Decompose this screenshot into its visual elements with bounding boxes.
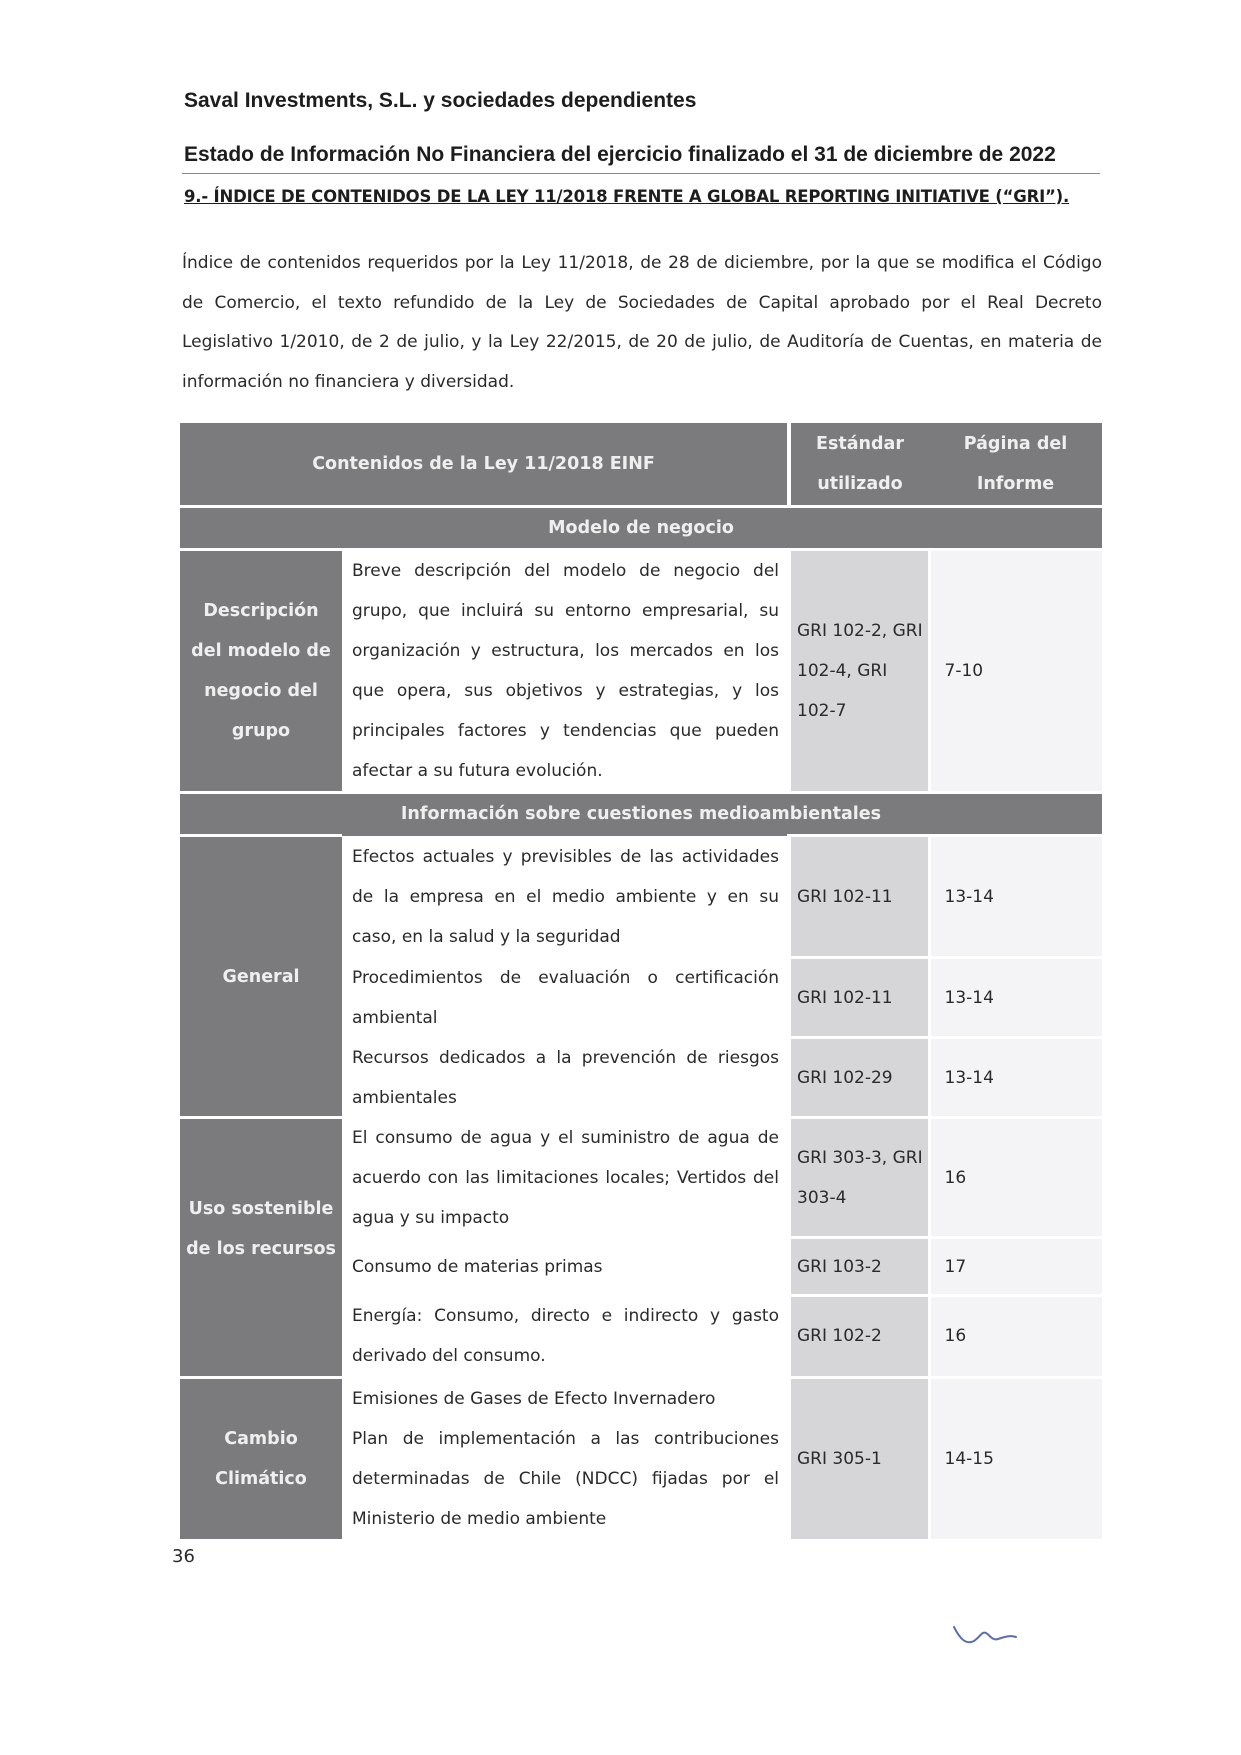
- row-category: Uso sostenible de los recursos: [180, 1118, 342, 1378]
- row-category: Cambio Climático: [180, 1377, 342, 1539]
- row-page: 7-10: [929, 550, 1102, 793]
- company-name: Saval Investments, S.L. y sociedades dependientes: [184, 89, 697, 112]
- row-standard: GRI 303-3, GRI 303-4: [789, 1118, 929, 1238]
- row-standard: GRI 102-11: [789, 836, 929, 958]
- row-page: 17: [929, 1238, 1102, 1296]
- row-description: Breve descripción del modelo de negocio del grupo, que incluirá su entorno empresarial, su organización y estructura, los mercados en los que opera, sus objetivos y estrategias, y los principales factores y tendencias que pueden afectar a su futura evolución.: [342, 550, 789, 793]
- report-title: Estado de Información No Financiera del ejercicio finalizado el 31 de diciembre de 2022: [184, 143, 1056, 166]
- initials-signature: [950, 1615, 1020, 1655]
- header-rule: [182, 173, 1100, 174]
- header-page: Página del Informe: [929, 423, 1102, 507]
- table-row: [180, 1118, 1102, 1238]
- row-description: Consumo de materias primas: [342, 1238, 789, 1296]
- header-contents: Contenidos de la Ley 11/2018 EINF: [180, 423, 789, 507]
- page-number: 36: [172, 1546, 195, 1567]
- row-page: 14-15: [929, 1377, 1102, 1539]
- row-description-line: Emisiones de Gases de Efecto Invernadero: [352, 1388, 716, 1409]
- section-title: Modelo de negocio: [180, 507, 1102, 550]
- row-description-line: Plan de implementación a las contribuciones determinadas de Chile (NDCC) fijadas por el Ministerio de medio ambiente: [352, 1428, 779, 1529]
- row-page: 16: [929, 1118, 1102, 1238]
- row-description: [342, 1377, 789, 1539]
- row-standard: GRI 102-2: [789, 1296, 929, 1378]
- row-standard: GRI 102-2, GRI 102-4, GRI 102-7: [789, 550, 929, 793]
- row-standard: GRI 103-2: [789, 1238, 929, 1296]
- table-row: [180, 836, 1102, 958]
- table-row: [180, 550, 1102, 793]
- section-band-business-model: [180, 507, 1102, 550]
- section-band-environment: [180, 793, 1102, 836]
- row-category: Descripción del modelo de negocio del grupo: [180, 550, 342, 793]
- section-title: Información sobre cuestiones medioambientales: [180, 793, 1102, 836]
- row-standard: GRI 305-1: [789, 1377, 929, 1539]
- row-page: 13-14: [929, 836, 1102, 958]
- row-description: Recursos dedicados a la prevención de riesgos ambientales: [342, 1038, 789, 1118]
- row-category: General: [180, 836, 342, 1118]
- header-standard: Estándar utilizado: [789, 423, 929, 507]
- row-description: El consumo de agua y el suministro de agua de acuerdo con las limitaciones locales; Vertidos del agua y su impacto: [342, 1118, 789, 1238]
- row-page: 13-14: [929, 1038, 1102, 1118]
- table-row: [180, 1377, 1102, 1539]
- table-header-row: [180, 423, 1102, 507]
- row-description: Procedimientos de evaluación o certificación ambiental: [342, 958, 789, 1038]
- row-standard: GRI 102-29: [789, 1038, 929, 1118]
- row-description: Efectos actuales y previsibles de las actividades de la empresa en el medio ambiente y en su caso, en la salud y la seguridad: [342, 836, 789, 958]
- row-page: 16: [929, 1296, 1102, 1378]
- row-page: 13-14: [929, 958, 1102, 1038]
- gri-index-table: [180, 423, 1102, 1539]
- intro-paragraph: Índice de contenidos requeridos por la Ley 11/2018, de 28 de diciembre, por la que se modifica el Código de Comercio, el texto refundido de la Ley de Sociedades de Capital aprobado por el Real Decreto Legislativo 1/2010, de 2 de julio, y la Ley 22/2015, de 20 de julio, de Auditoría de Cuentas, en materia de información no financiera y diversidad.: [182, 253, 1102, 392]
- row-standard: GRI 102-11: [789, 958, 929, 1038]
- row-description: Energía: Consumo, directo e indirecto y gasto derivado del consumo.: [342, 1296, 789, 1378]
- section-heading: 9.- ÍNDICE DE CONTENIDOS DE LA LEY 11/2018 FRENTE A GLOBAL REPORTING INITIATIVE (“GRI”).: [184, 187, 1070, 206]
